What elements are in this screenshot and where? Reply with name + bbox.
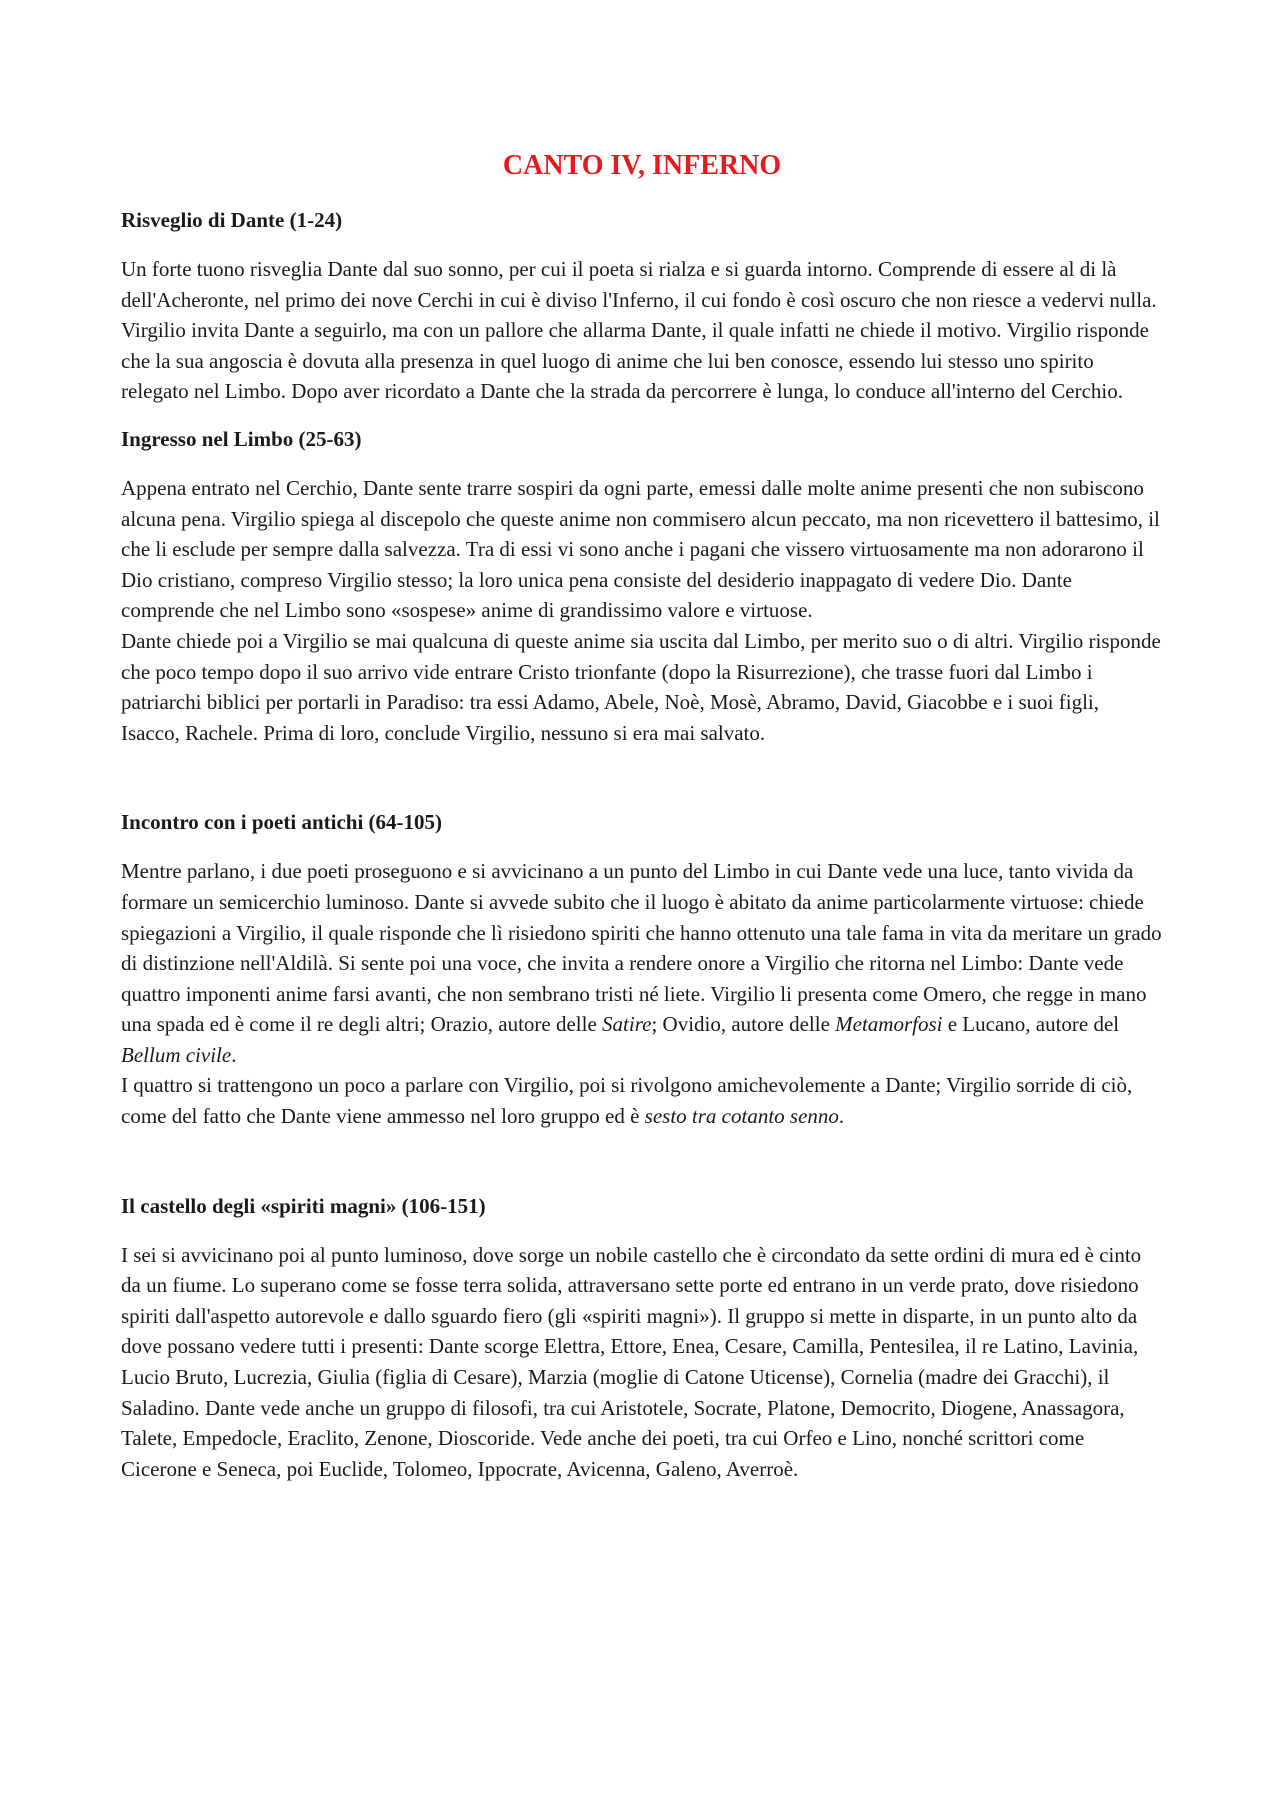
document-title: CANTO IV, INFERNO — [502, 150, 782, 181]
paragraph: Appena entrato nel Cerchio, Dante sente trarre sospiri da ogni parte, emessi dalle molte anime presenti che non subiscono alcuna pena. Virgilio spiega al discepolo che queste anime non commisero alcun peccato, ma non ricevettero il battesimo, il che li esclude per sempre dalla salvezza. Tra di essi vi sono anche i pagani che vissero virtuosamente ma non adorarono il Dio cristiano, compreso Virgilio stesso; la loro unica pena consiste del desiderio inappagato di vedere Dio. Dante comprende che nel Limbo sono «sospese» anime di grandissimo valore e virtuose. — [121, 475, 1160, 623]
section-heading: Il castello degli «spiriti magni» (106-151) — [121, 1193, 486, 1218]
paragraph — [121, 856, 1163, 1070]
document-page — [121, 148, 1163, 1484]
text-run: e Lucano, autore del — [942, 1012, 1120, 1037]
paragraph: Un forte tuono risveglia Dante dal suo sonno, per cui il poeta si rialza e si guarda intorno. Comprende di essere al di là dell'Acheronte, nel primo dei nove Cerchi in cui è diviso l'Inferno, il cui fondo è così oscuro che non riesce a vedervi nulla. Virgilio invita Dante a seguirlo, ma con un pallore che allarma Dante, il quale infatti ne chiede il motivo. Virgilio risponde che la sua angoscia è dovuta alla presenza in quel luogo di anime che lui ben conosce, essendo lui stesso uno spirito relegato nel Limbo. Dopo aver ricordato a Dante che la strada da percorrere è lunga, lo conduce all'interno del Cerchio. — [121, 257, 1157, 404]
section-risveglio — [121, 206, 1163, 407]
section-heading: Risveglio di Dante (1-24) — [121, 208, 343, 232]
paragraph: Dante chiede poi a Virgilio se mai qualcuna di queste anime sia uscita dal Limbo, per merito suo o di altri. Virgilio risponde che poco tempo dopo il suo arrivo vide entrare Cristo trionfante (dopo la Risurrezione), che trasse fuori dal Limbo i patriarchi biblici per portarli in Paradiso: tra essi Adamo, Abele, Noè, Mosè, Abramo, David, Giacobbe e i suoi figli, Isacco, Rachele. Prima di loro, conclude Virgilio, nessuno si era mai salvato. — [121, 628, 1161, 745]
section-heading: Ingresso nel Limbo (25-63) — [121, 426, 362, 451]
work-title-satire: Satire — [602, 1012, 652, 1037]
text-run: ; Ovidio, autore delle — [651, 1012, 836, 1037]
section-ingresso-limbo — [121, 425, 1163, 748]
paragraph — [121, 1070, 1163, 1131]
paragraph: I sei si avvicinano poi al punto luminoso, dove sorge un nobile castello che è circondato da sette ordini di mura ed è cinto da un fiume. Lo superano come se fosse terra solida, attraversano sette porte ed entrano in un verde prato, dove risiedono spiriti dall'aspetto autorevole e dallo sguardo fiero (gli «spiriti magni»). Il gruppo si mette in disparte, in un punto alto da dove possano vedere tutti i presenti: Dante scorge Elettra, Ettore, Enea, Cesare, Camilla, Pentesilea, il re Latino, Lavinia, Lucio Bruto, Lucrezia, Giulia (figlia di Cesare), Marzia (moglie di Catone Uticense), Cornelia (madre dei Gracchi), il Saladino. Dante vede anche un gruppo di filosofi, tra cui Aristotele, Socrate, Platone, Democrito, Diogene, Anassagora, Talete, Empedocle, Eraclito, Zenone, Dioscoride. Vede anche dei poeti, tra cui Orfeo e Lino, nonché scrittori come Cicerone e Seneca, poi Euclide, Tolomeo, Ippocrate, Avicenna, Galeno, Averroè. — [121, 1242, 1142, 1481]
section-heading: Incontro con i poeti antichi (64-105) — [121, 810, 443, 835]
text-run: I quattro si trattengono un poco a parlare con Virgilio, poi si rivolgono amichevolemente a Dante; Virgilio sorride di ciò, come del fatto che Dante viene ammesso nel loro gruppo ed è — [121, 1073, 1133, 1129]
section-castello — [121, 1192, 1163, 1485]
work-title-bellum-civile: Bellum civile — [121, 1042, 232, 1067]
text-run: . — [838, 1104, 845, 1129]
section-incontro-poeti — [121, 808, 1163, 1131]
quote-italic: sesto tra cotanto senno — [644, 1104, 839, 1129]
text-run: . — [231, 1042, 237, 1067]
work-title-metamorfosi: Metamorfosi — [835, 1012, 943, 1037]
text-run: Mentre parlano, i due poeti proseguono e si avvicinano a un punto del Limbo in cui Dante vede una luce, tanto vivida da formare un semicerchio luminoso. Dante si avvede subito che il luogo è abitato da anime particolarmente virtuose: chiede spiegazioni a Virgilio, il quale risponde che lì risiedono spiriti che hanno ottenuto una tale fama in vita da meritare un grado di distinzione nell'Aldilà. Si sente poi una voce, che invita a rendere onore a Virgilio che ritorna nel Limbo: Dante vede quattro imponenti anime farsi avanti, che non sembrano tristi né liete. Virgilio li presenta come Omero, che regge in mano una spada ed è come il re degli altri; Orazio, autore delle — [121, 859, 1162, 1037]
